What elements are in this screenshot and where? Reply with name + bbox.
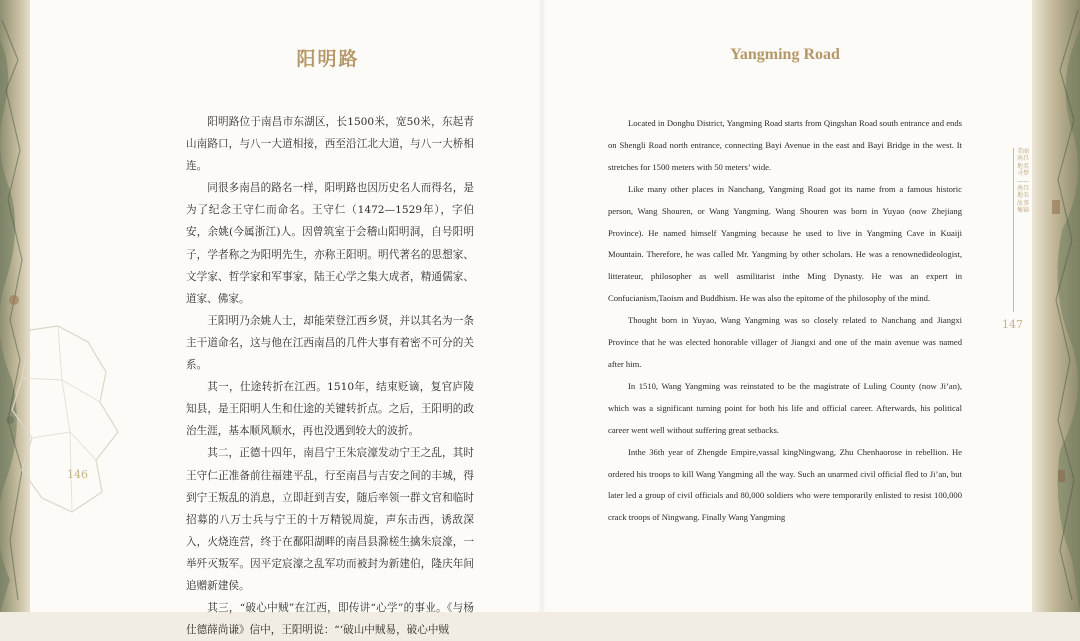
zh-paragraph: 其二，正德十四年，南昌宁王朱宸濠发动宁王之乱，其时王守仁正准备前往福建平乱，行至南昌与吉安之间的丰城，得到宁王叛乱的消息，立即赶到吉安，随后率领一群文官和临时招募的八万士兵与宁王的十万精锐周旋，声东击西，诱敌深入，火烧连营，终于在鄱阳湖畔的南昌县滁槎生擒朱宸濠，一举歼灭叛军。因平定宸濠之乱军功而被封为新建伯，隆庆年间追赠新建侯。 — [186, 447, 474, 592]
zh-paragraph: 王阳明乃余姚人士，却能荣登江西乡贤，并以其名为一条主干道命名，这与他在江西南昌的几件大事有着密不可分的关系。 — [186, 314, 474, 372]
page-number-right: 147 — [1002, 318, 1023, 331]
right-landscape-border — [1032, 0, 1080, 612]
zh-paragraph: 阳明路位于南昌市东湖区，长1500米，宽50米，东起青山南路口，与八一大道相接，西至沿江北大道，与八一大桥相连。 — [186, 116, 474, 173]
side-series-title: 美丽南昌 地名寻梦——南昌地名故事集锦 — [1017, 148, 1030, 215]
page-title-english: Yangming Road — [730, 46, 840, 63]
page-number-left: 146 — [67, 468, 88, 481]
en-paragraph: Inthe 36th year of Zhengde Empire,vassal kingNingwang, Zhu Chenhaorose in rebellion. He ordered his troops to kill Wang Yangming all the way. Such an unarmed civil official fled to Ji’an, but later led a group of civil officials and 80,000 soldiers who were temporarily enlisted to resist 100,000 crack troops of Ningwang. Finally Wang Yangming — [608, 446, 962, 523]
zh-paragraph: 同很多南昌的路名一样，阳明路也因历史名人而得名，是为了纪念王守仁而命名。王守仁（1472—1529年），字伯安，余姚(今属浙江)人。因曾筑室于会稽山阳明洞，自号阳明子，学者称之为阳明先生，亦称王阳明。明代著名的思想家、文学家、哲学家和军事家，陆王心学之集大成者，精通儒家、道家、佛家。 — [186, 182, 474, 305]
zh-paragraph: 其一，仕途转折在江西。1510年，结束贬谪，复官庐陵知县，是王阳明人生和仕途的关键转折点。之后，王阳明的政治生涯，基本顺风顺水，再也没遇到较大的波折。 — [186, 381, 474, 438]
side-rule — [1013, 148, 1014, 312]
faint-district-map — [0, 320, 140, 520]
en-paragraph: Like many other places in Nanchang, Yangming Road got its name from a famous historic person, Wang Shouren, or Wang Yangming. Wang Shouren was born in Yuyao (now Zhejiang Province). He named himself Yangming because he used to live in Yangming Cave in Kuaiji Mountain. Therefore, he was called Mr. Yangming by other scholars. He was a renownedideologist, litterateur, philosopher as well asmilitarist inthe Ming Dynasty. He was an expert in Confucianism,Taoism and Buddhism. He was also the epitome of the philosophy of the mind. — [608, 183, 962, 304]
chinese-body-text — [186, 111, 474, 641]
english-body-text — [608, 113, 962, 529]
en-paragraph: Thought born in Yuyao, Wang Yangming was so closely related to Nanchang and Jiangxi Province that he was elected honorable villager of Jiangxi and one of the main avenue was named after him. — [608, 315, 962, 369]
en-paragraph: In 1510, Wang Yangming was reinstated to be the magistrate of Luling County (now Ji’an), which was a significant turning point for both his life and official career. Afterwards, his political career went well without suffering great setbacks. — [608, 380, 962, 435]
page-title-chinese: 阳明路 — [296, 48, 360, 70]
en-paragraph: Located in Donghu District, Yangming Road starts from Qingshan Road south entrance and ends on Shengli Road north entrance, connecting Bayi Avenue in the east and Bayi Bridge in the west. It stretches for 1500 meters with 50 meters’ wide. — [608, 118, 962, 172]
book-gutter — [538, 0, 546, 612]
left-landscape-border — [0, 0, 32, 612]
zh-paragraph: 其三，“破心中贼”在江西，即传讲“心学”的事业。《与杨仕德薛尚谦》信中，王阳明说：“‘破山中贼易，破心中贼 — [186, 602, 474, 637]
